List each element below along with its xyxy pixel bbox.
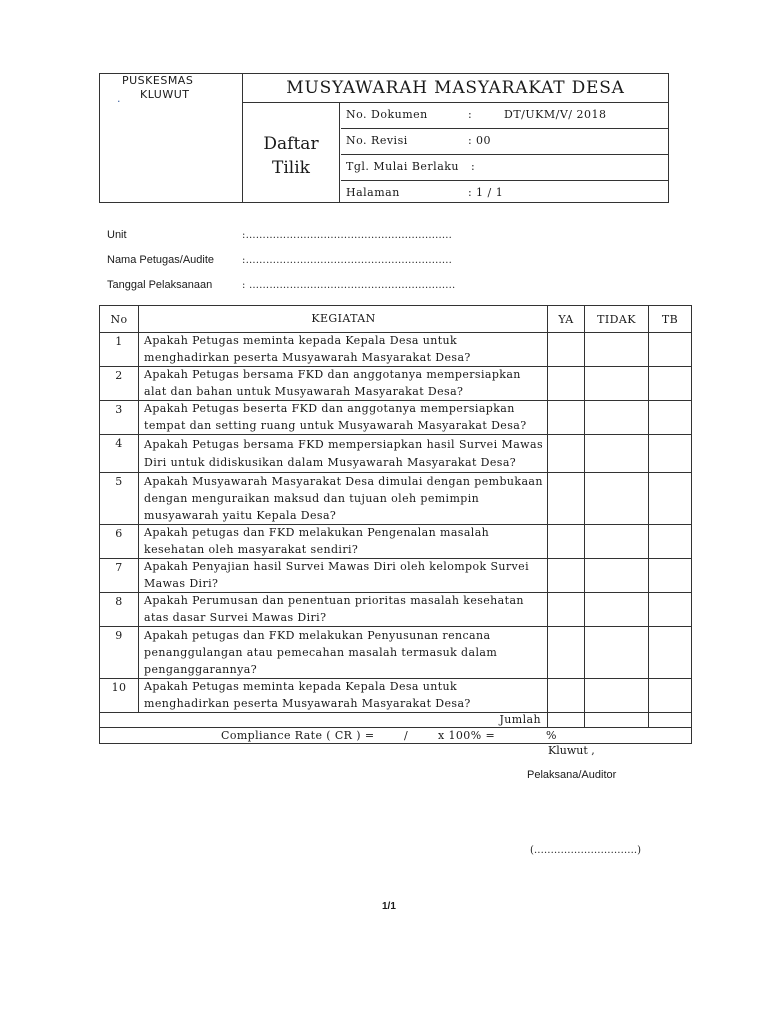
checkbox-tb[interactable] xyxy=(649,435,692,473)
checkbox-ya[interactable] xyxy=(548,593,585,627)
form-field-unit[interactable]: :………………........................................... xyxy=(242,230,453,241)
checkbox-tidak[interactable] xyxy=(585,559,649,593)
checkbox-tidak[interactable] xyxy=(585,401,649,435)
table-row xyxy=(100,627,692,679)
checkbox-ya[interactable] xyxy=(548,401,585,435)
column-header-no: No xyxy=(100,306,139,333)
row-question: Apakah petugas dan FKD melakukan Pengenalan masalah kesehatan oleh masyarakat sendiri? xyxy=(139,525,548,559)
checkbox-ya[interactable] xyxy=(548,627,585,679)
row-question: Apakah Petugas beserta FKD dan anggotanya mempersiapkan tempat dan setting ruang untuk Musyawarah Masyarakat Desa? xyxy=(139,401,548,435)
table-row xyxy=(100,593,692,627)
checkbox-tb[interactable] xyxy=(649,367,692,401)
info-value: 1 / 1 xyxy=(476,186,504,199)
document-title: MUSYAWARAH MASYARAKAT DESA xyxy=(243,74,668,103)
checkbox-tidak[interactable] xyxy=(585,627,649,679)
org-location: KLUWUT xyxy=(140,88,190,101)
compliance-rate-percent: % xyxy=(546,729,557,742)
info-row-revision xyxy=(341,128,668,155)
row-question: Apakah Musyawarah Masyarakat Desa dimulai dengan pembukaan dengan menguraikan maksud dan tujuan oleh pemimpin musyawarah yaitu Kepala Desa? xyxy=(139,473,548,525)
row-question: Apakah Penyajian hasil Survei Mawas Diri oleh kelompok Survei Mawas Diri? xyxy=(139,559,548,593)
compliance-rate-cell xyxy=(100,728,692,744)
table-row xyxy=(100,679,692,713)
checkbox-tb[interactable] xyxy=(649,333,692,367)
row-number: 4 xyxy=(100,435,139,473)
checkbox-tidak[interactable] xyxy=(585,525,649,559)
info-label: Halaman xyxy=(346,186,400,199)
table-row xyxy=(100,473,692,525)
table-row xyxy=(100,333,692,367)
table-row xyxy=(100,435,692,473)
compliance-rate-label: Compliance Rate ( CR ) = xyxy=(221,729,375,742)
form-label-auditee: Nama Petugas/Audite xyxy=(107,254,215,266)
row-number: 2 xyxy=(100,367,139,401)
column-header-kegiatan: KEGIATAN xyxy=(139,306,548,333)
total-tidak[interactable] xyxy=(585,713,649,728)
signature-name-placeholder: (………………………….) xyxy=(530,845,641,856)
row-number: 6 xyxy=(100,525,139,559)
info-value: DT/UKM/V/ 2018 xyxy=(504,108,607,121)
checkbox-ya[interactable] xyxy=(548,473,585,525)
row-question: Apakah Perumusan dan penentuan prioritas masalah kesehatan atas dasar Survei Mawas Diri? xyxy=(139,593,548,627)
row-question: Apakah Petugas meminta kepada Kepala Desa untuk menghadirkan peserta Musyawarah Masyarakat Desa? xyxy=(139,333,548,367)
form-label-unit: Unit xyxy=(107,229,127,241)
document-header xyxy=(99,73,669,203)
checkbox-ya[interactable] xyxy=(548,435,585,473)
row-question: Apakah Petugas meminta kepada Kepala Desa untuk menghadirkan peserta Musyawarah Masyarakat Desa? xyxy=(139,679,548,713)
document-type xyxy=(243,102,340,202)
checkbox-ya[interactable] xyxy=(548,333,585,367)
total-ya[interactable] xyxy=(548,713,585,728)
info-separator: : xyxy=(471,160,476,173)
checkbox-tb[interactable] xyxy=(649,473,692,525)
row-number: 9 xyxy=(100,627,139,679)
row-number: 8 xyxy=(100,593,139,627)
info-separator: : xyxy=(468,108,473,121)
info-row-start-date xyxy=(341,154,668,181)
checkbox-tb[interactable] xyxy=(649,525,692,559)
form-field-date[interactable]: : ………………........................................... xyxy=(242,280,456,291)
info-label: No. Revisi xyxy=(346,134,408,147)
checkbox-tb[interactable] xyxy=(649,627,692,679)
checklist-table xyxy=(99,305,692,744)
info-label: Tgl. Mulai Berlaku xyxy=(346,160,460,173)
table-header-row xyxy=(100,306,692,333)
row-question: Apakah Petugas bersama FKD mempersiapkan hasil Survei Mawas Diri untuk didiskusikan dalam Musyawarah Masyarakat Desa? xyxy=(139,435,548,473)
info-separator: : xyxy=(468,186,473,199)
row-number: 3 xyxy=(100,401,139,435)
checkbox-ya[interactable] xyxy=(548,525,585,559)
info-row-page xyxy=(341,180,668,206)
total-label: Jumlah xyxy=(100,713,548,728)
checkbox-tb[interactable] xyxy=(649,401,692,435)
row-question: Apakah petugas dan FKD melakukan Penyusunan rencana penanggulangan atau pemecahan masalah termasuk dalam penganggarannya? xyxy=(139,627,548,679)
checkbox-tb[interactable] xyxy=(649,559,692,593)
page-number: 1/1 xyxy=(382,901,396,912)
row-number: 7 xyxy=(100,559,139,593)
checkbox-tb[interactable] xyxy=(649,679,692,713)
table-row xyxy=(100,401,692,435)
checkbox-tidak[interactable] xyxy=(585,679,649,713)
total-tb[interactable] xyxy=(649,713,692,728)
organization-cell xyxy=(100,74,243,202)
row-number: 5 xyxy=(100,473,139,525)
row-number: 10 xyxy=(100,679,139,713)
compliance-rate-formula: x 100% = xyxy=(438,729,496,742)
info-value: 00 xyxy=(476,134,491,147)
row-number: 1 xyxy=(100,333,139,367)
checkbox-tb[interactable] xyxy=(649,593,692,627)
column-header-ya: YA xyxy=(548,306,585,333)
org-bullet: . xyxy=(117,92,121,105)
checkbox-tidak[interactable] xyxy=(585,593,649,627)
document-type-line1: Daftar xyxy=(263,134,319,154)
compliance-rate-row xyxy=(100,728,692,744)
table-row xyxy=(100,525,692,559)
info-row-document-number xyxy=(341,102,668,129)
compliance-rate-slash: / xyxy=(404,729,409,742)
checkbox-ya[interactable] xyxy=(548,367,585,401)
checkbox-ya[interactable] xyxy=(548,559,585,593)
signature-place: Kluwut , xyxy=(548,744,595,757)
checkbox-tidak[interactable] xyxy=(585,367,649,401)
total-row xyxy=(100,713,692,728)
info-separator: : xyxy=(468,134,473,147)
org-name: PUSKESMAS xyxy=(122,74,194,87)
column-header-tidak: TIDAK xyxy=(585,306,649,333)
checkbox-tidak[interactable] xyxy=(585,435,649,473)
checkbox-ya[interactable] xyxy=(548,679,585,713)
table-row xyxy=(100,559,692,593)
column-header-tb: TB xyxy=(649,306,692,333)
table-row xyxy=(100,367,692,401)
form-field-auditee[interactable]: :………………........................................... xyxy=(242,255,453,266)
info-label: No. Dokumen xyxy=(346,108,428,121)
checkbox-tidak[interactable] xyxy=(585,333,649,367)
form-label-date: Tanggal Pelaksanaan xyxy=(107,279,213,291)
row-question: Apakah Petugas bersama FKD dan anggotanya mempersiapkan alat dan bahan untuk Musyawarah Masyarakat Desa? xyxy=(139,367,548,401)
signature-role: Pelaksana/Auditor xyxy=(527,769,617,781)
document-type-line2: Tilik xyxy=(272,158,310,178)
checkbox-tidak[interactable] xyxy=(585,473,649,525)
